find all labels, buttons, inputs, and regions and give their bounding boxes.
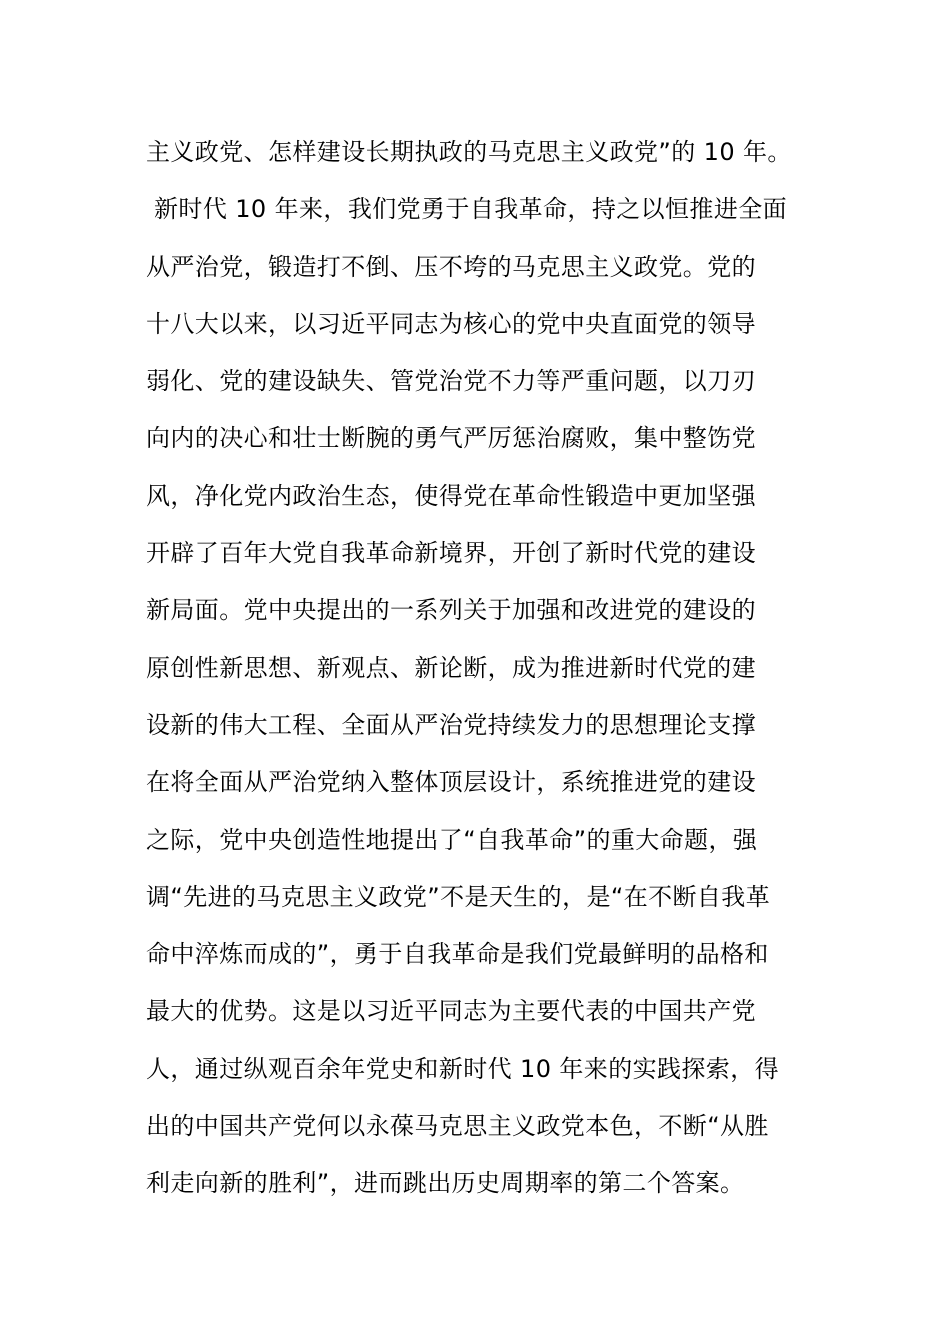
text-line: 新时代 10 年来，我们党勇于自我革命，持之以恒推进全面: [146, 195, 788, 224]
text-line: 风，净化党内政治生态，使得党在革命性锻造中更加坚强: [146, 481, 756, 510]
text-line: 新局面。党中央提出的一系列关于加强和改进党的建设的: [146, 596, 756, 625]
text-line: 设新的伟大工程、全面从严治党持续发力的思想理论支撑: [146, 710, 756, 739]
text-line: 在将全面从严治党纳入整体顶层设计，系统推进党的建设: [146, 768, 756, 797]
text-line: 开辟了百年大党自我革命新境界，开创了新时代党的建设: [146, 539, 756, 568]
text-line: 命中淬炼而成的”，勇于自我革命是我们党最鲜明的品格和: [146, 940, 769, 969]
body-text: [146, 124, 816, 1213]
text-line: 原创性新思想、新观点、新论断，成为推进新时代党的建: [146, 653, 756, 682]
text-line: 十八大以来，以习近平同志为核心的党中央直面党的领导: [146, 309, 756, 338]
text-line: 出的中国共产党何以永葆马克思主义政党本色，不断“从胜: [146, 1112, 769, 1141]
text-line: 利走向新的胜利”，进而跳出历史周期率的第二个答案。: [146, 1169, 745, 1198]
text-line: 弱化、党的建设缺失、管党治党不力等严重问题，以刀刃: [146, 367, 756, 396]
text-line: 调“先进的马克思主义政党”不是天生的，是“在不断自我革: [146, 882, 771, 911]
text-line: 从严治党，锻造打不倒、压不垮的马克思主义政党。党的: [146, 252, 756, 281]
text-line: 之际，党中央创造性地提出了“自我革命”的重大命题，强: [146, 825, 758, 854]
text-line: 向内的决心和壮士断腕的勇气严厉惩治腐败，集中整饬党: [146, 424, 756, 453]
text-line: 最大的优势。这是以习近平同志为主要代表的中国共产党: [146, 997, 756, 1026]
text-line: 人，通过纵观百余年党史和新时代 10 年来的实践探索，得: [146, 1054, 779, 1083]
text-line: 主义政党、怎样建设长期执政的马克思主义政党”的 10 年。: [146, 138, 792, 166]
